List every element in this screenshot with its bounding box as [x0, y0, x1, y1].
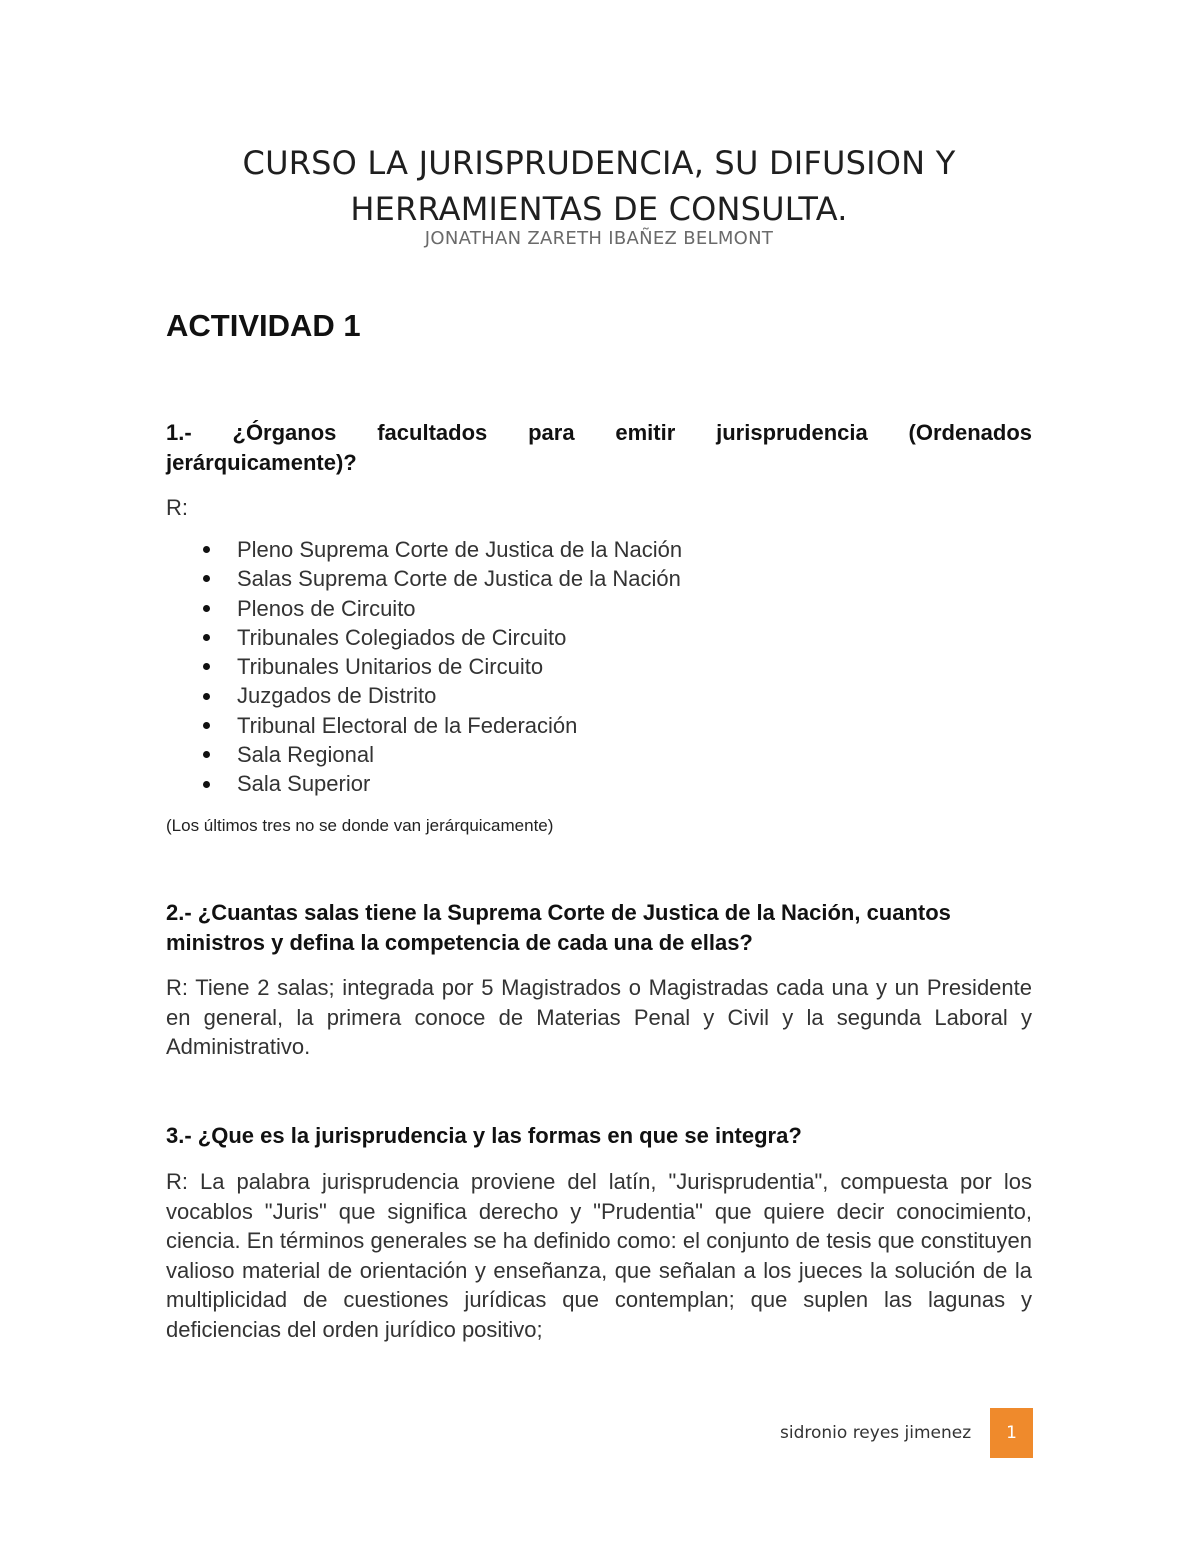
question-2: 2.- ¿Cuantas salas tiene la Suprema Corte de Justica de la Nación, cuantos ministros y defina la competencia de cada una de ellas? — [166, 900, 951, 955]
bullet-icon — [203, 575, 210, 582]
list-note: (Los últimos tres no se donde van jerárquicamente) — [166, 816, 554, 835]
bullet-icon — [203, 634, 210, 641]
bullet-icon — [203, 546, 210, 553]
bullet-icon — [203, 751, 210, 758]
bullet-icon — [203, 663, 210, 670]
list-item: Pleno Suprema Corte de Justica de la Nación — [200, 535, 682, 564]
question-3: 3.- ¿Que es la jurisprudencia y las formas en que se integra? — [166, 1123, 802, 1148]
list-item: Tribunales Colegiados de Circuito — [200, 623, 682, 652]
bullet-icon — [203, 722, 210, 729]
bullet-icon — [203, 693, 210, 700]
list-item: Sala Regional — [200, 740, 682, 769]
answer-3: R: La palabra jurisprudencia proviene del latín, "Jurisprudentia", compuesta por los vocablos "Juris" que significa derecho y "Prudentia" que quiere decir conocimiento, ciencia. En términos generales se ha definido como: el conjunto de tesis que constituyen valioso material de orientación y enseñanza, que señalan a los jueces la solución de la multiplicidad de cuestiones jurídicas que contemplan; que suplen las lagunas y deficiencias del orden jurídico positivo; — [166, 1169, 1032, 1342]
bullet-icon — [203, 781, 210, 788]
list-item: Salas Suprema Corte de Justica de la Nación — [200, 564, 682, 593]
organs-list — [200, 535, 682, 799]
page-number-badge: 1 — [990, 1408, 1033, 1458]
list-item: Sala Superior — [200, 769, 682, 798]
author-name: JONATHAN ZARETH IBAÑEZ BELMONT — [424, 228, 774, 249]
title-line-2: HERRAMIENTAS DE CONSULTA. — [350, 190, 848, 228]
question-1-line-2: jerárquicamente)? — [166, 450, 357, 475]
list-item: Tribunales Unitarios de Circuito — [200, 652, 682, 681]
answer-1-prefix: R: — [166, 495, 188, 520]
bullet-icon — [203, 605, 210, 612]
question-1-line-1: 1.- ¿Órganos facultados para emitir jurisprudencia (Ordenados — [166, 420, 1032, 445]
activity-heading: ACTIVIDAD 1 — [166, 308, 361, 343]
title-line-1: CURSO LA JURISPRUDENCIA, SU DIFUSION Y — [242, 144, 956, 182]
list-item: Plenos de Circuito — [200, 594, 682, 623]
answer-2: R: Tiene 2 salas; integrada por 5 Magistrados o Magistradas cada una y un Presidente en general, la primera conoce de Materias Penal y Civil y la segunda Laboral y Administrativo. — [166, 975, 1032, 1060]
list-item: Juzgados de Distrito — [200, 681, 682, 710]
footer-author: sidronio reyes jimenez — [780, 1423, 972, 1443]
document-title — [165, 140, 1033, 232]
question-1 — [166, 418, 1032, 478]
list-item: Tribunal Electoral de la Federación — [200, 711, 682, 740]
